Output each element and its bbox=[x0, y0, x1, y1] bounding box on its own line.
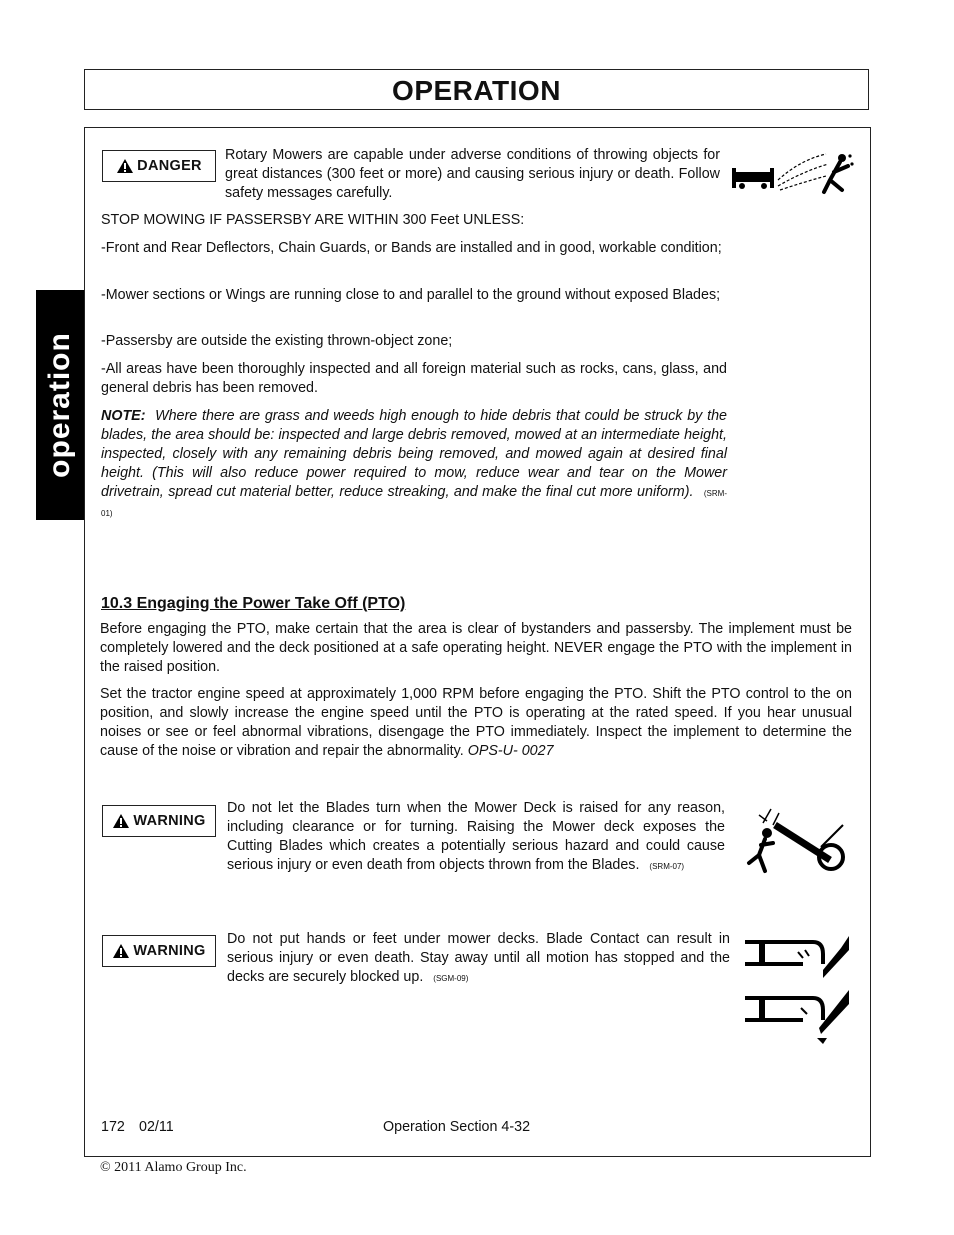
footer-page: 172 bbox=[101, 1119, 125, 1135]
warning-text-1 bbox=[227, 799, 725, 876]
condition-2: -Mower sections or Wings are running close to and parallel to the ground without exposed Blades; bbox=[101, 287, 721, 303]
danger-text: Rotary Mowers are capable under adverse conditions of throwing objects for great distances (300 feet or more) and causing serious injury or death. Follow safety messages carefully. bbox=[225, 147, 720, 201]
warning-triangle-icon bbox=[116, 158, 134, 174]
section-para-2-text: Set the tractor engine speed at approximately 1,000 RPM before engaging the PTO. Shift the PTO control to the on position, and slowly increase the engine speed until the PTO is operating at the rated speed. If you hear unusual noises or see or feel abnormal vibrations, disengage the PTO immediately. Inspect the implement to determine the cause of the noise or vibration and repair the abnormality. bbox=[100, 686, 852, 759]
side-tab bbox=[36, 290, 84, 520]
raised-deck-hazard-icon bbox=[745, 805, 845, 877]
warning-text-1-body: Do not let the Blades turn when the Mower Deck is raised for any reason, including clearance or for turning. Raising the Mower deck exposes the Cutting Blades which creates a potentially serious hazard and could cause serious injury or even death from objects thrown from the Blades. bbox=[227, 800, 725, 873]
warning-signal-2: WARNING bbox=[133, 943, 206, 959]
danger-label bbox=[102, 150, 216, 182]
stop-line: STOP MOWING IF PASSERSBY ARE WITHIN 300 Feet UNLESS: bbox=[101, 212, 525, 228]
warning-label-1 bbox=[102, 805, 216, 837]
warning-signal-1: WARNING bbox=[133, 813, 206, 829]
note-code: (SRM-01) bbox=[101, 489, 727, 518]
page-header bbox=[84, 69, 869, 110]
note-paragraph bbox=[101, 407, 727, 523]
page-title: OPERATION bbox=[392, 75, 561, 106]
footer-date: 02/11 bbox=[139, 1119, 174, 1135]
copyright: © 2011 Alamo Group Inc. bbox=[100, 1160, 247, 1175]
note-text: Where there are grass and weeds high enough to hide debris that could be struck by the blades, the area should be: inspected and large debris removed, mowed at an intermediate height, inspected, closely with any remaining debris being removed, and mowed again at desired final height. (This will also reduce power required to mow, reduce wear and tear on the Mower drivetrain, spread cut material better, reduce streaking, and make the final cut more uniform). bbox=[101, 408, 727, 500]
side-tab-label: operation bbox=[43, 332, 76, 478]
warning-label-2 bbox=[102, 935, 216, 967]
section-para-1: Before engaging the PTO, make certain that the area is clear of bystanders and passersby. The implement must be completely lowered and the deck positioned at a safe operating height. NEVER engage the PTO with the implement in the raised position. bbox=[100, 621, 852, 675]
condition-4: -All areas have been thoroughly inspected and all foreign material such as rocks, cans, glass, and general debris has been removed. bbox=[101, 361, 727, 396]
section-para-2 bbox=[100, 685, 852, 761]
warning-triangle-icon bbox=[112, 813, 130, 829]
condition-1: -Front and Rear Deflectors, Chain Guards, or Bands are installed and in good, workable condition; bbox=[101, 240, 722, 256]
danger-signal: DANGER bbox=[137, 158, 202, 174]
thrown-object-hazard-icon bbox=[730, 150, 856, 200]
note-label: NOTE: bbox=[101, 408, 146, 424]
warning-triangle-icon bbox=[112, 943, 130, 959]
hand-foot-cut-hazard-icon bbox=[743, 934, 853, 1046]
warning-text-2-body: Do not put hands or feet under mower decks. Blade Contact can result in serious injury or even death. Stay away until all motion has stopped and the decks are securely blocked up. bbox=[227, 931, 730, 985]
warning-code-1: (SRM-07) bbox=[649, 862, 685, 871]
warning-text-2 bbox=[227, 930, 730, 988]
warning-code-2: (SGM-09) bbox=[433, 974, 469, 983]
section-heading: 10.3 Engaging the Power Take Off (PTO) bbox=[101, 595, 406, 612]
condition-3: -Passersby are outside the existing thrown-object zone; bbox=[101, 333, 453, 349]
footer-section: Operation Section 4-32 bbox=[383, 1119, 531, 1135]
section-para-2-code: OPS-U- 0027 bbox=[467, 743, 554, 759]
